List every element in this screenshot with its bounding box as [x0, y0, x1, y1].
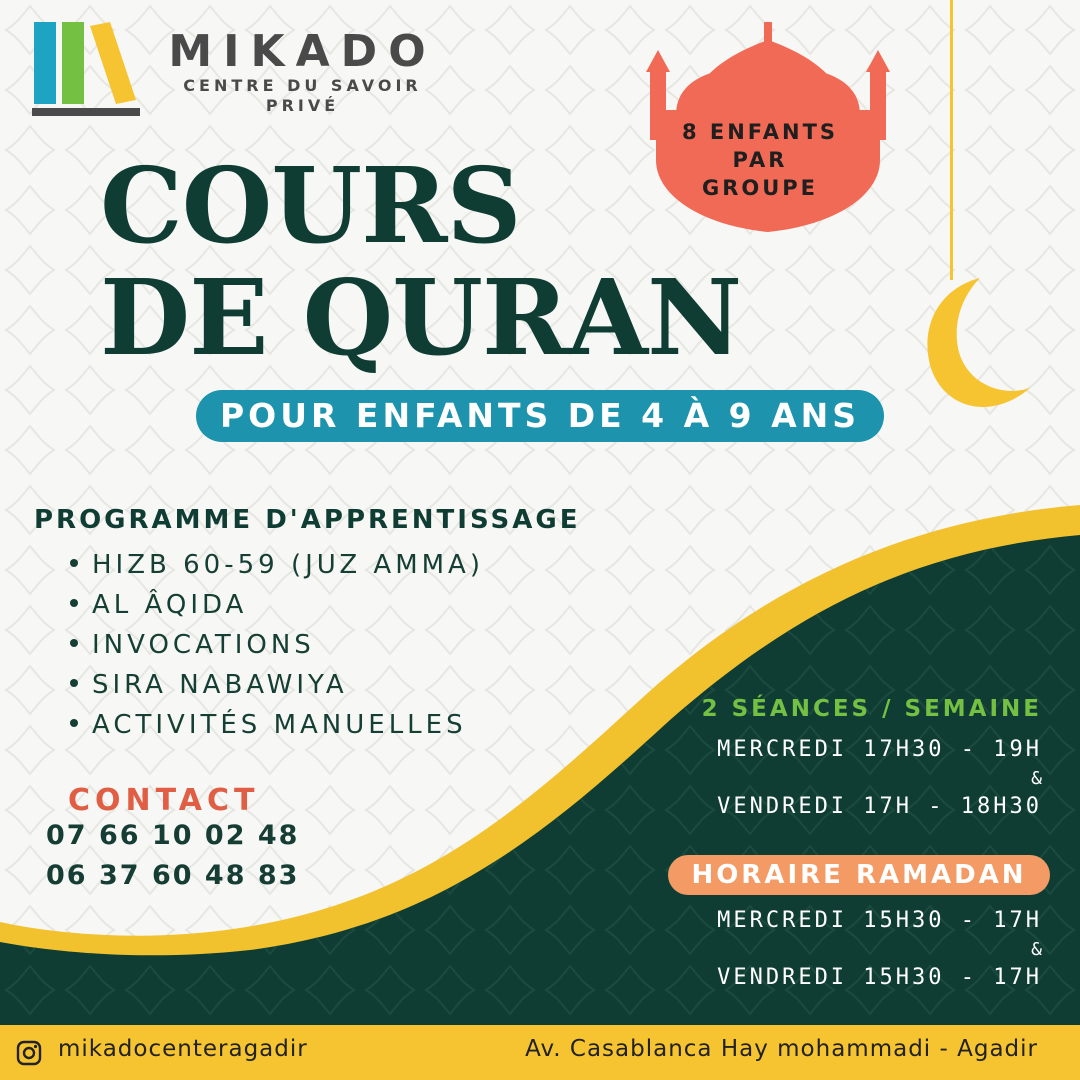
bullet-icon [70, 679, 78, 687]
schedule-line-1: MERCREDI 17H30 - 19H [717, 737, 1042, 762]
program-title: PROGRAMME D'APPRENTISSAGE [34, 505, 581, 535]
instagram-handle[interactable]: mikadocenteragadir [58, 1036, 308, 1062]
program-item: SIRA NABAWIYA [92, 670, 348, 700]
ramadan-line-1: MERCREDI 15H30 - 17H [717, 908, 1042, 933]
phone-number-2[interactable]: 06 37 60 48 83 [46, 860, 300, 891]
group-badge-line-2: PAR [732, 148, 788, 172]
age-badge: POUR ENFANTS DE 4 À 9 ANS [196, 390, 884, 442]
list-item [70, 705, 484, 745]
ramadan-badge: HORAIRE RAMADAN [668, 855, 1050, 895]
address: Av. Casablanca Hay mohammadi - Agadir [525, 1036, 1038, 1062]
crescent-moon-icon [920, 270, 1050, 420]
program-item: ACTIVITÉS MANUELLES [92, 710, 467, 740]
bullet-icon [70, 599, 78, 607]
schedule-line-2: VENDREDI 17H - 18H30 [717, 794, 1042, 819]
list-item [70, 625, 484, 665]
title-line-2: DE QURAN [100, 256, 742, 379]
group-badge-line-3: GROUPE [701, 176, 819, 200]
program-item: AL ÂQIDA [92, 590, 248, 620]
group-badge [660, 118, 860, 202]
group-badge-line-1: 8 ENFANTS [681, 120, 839, 144]
schedule-title: 2 SÉANCES / SEMAINE [701, 696, 1042, 722]
schedule-amp: & [1031, 768, 1042, 789]
brand-subtitle: CENTRE DU SAVOIR [183, 76, 422, 95]
bullet-icon [70, 719, 78, 727]
contact-title: CONTACT [68, 783, 260, 818]
books-logo-icon [32, 20, 142, 120]
ramadan-line-2: VENDREDI 15H30 - 17H [717, 965, 1042, 990]
title-line-1: COURS [100, 144, 521, 267]
program-list [70, 545, 484, 745]
brand-subtitle-2: PRIVÉ [265, 96, 340, 115]
list-item [70, 665, 484, 705]
brand-name: MIKADO [168, 26, 437, 77]
list-item [70, 585, 484, 625]
bullet-icon [70, 559, 78, 567]
hanging-string [950, 0, 953, 280]
bullet-icon [70, 639, 78, 647]
list-item [70, 545, 484, 585]
ramadan-amp: & [1031, 939, 1042, 960]
phone-number-1[interactable]: 07 66 10 02 48 [46, 820, 300, 851]
program-item: INVOCATIONS [92, 630, 315, 660]
instagram-icon[interactable] [16, 1040, 42, 1066]
brand [165, 28, 440, 116]
program-item: HIZB 60-59 (JUZ AMMA) [92, 550, 484, 580]
